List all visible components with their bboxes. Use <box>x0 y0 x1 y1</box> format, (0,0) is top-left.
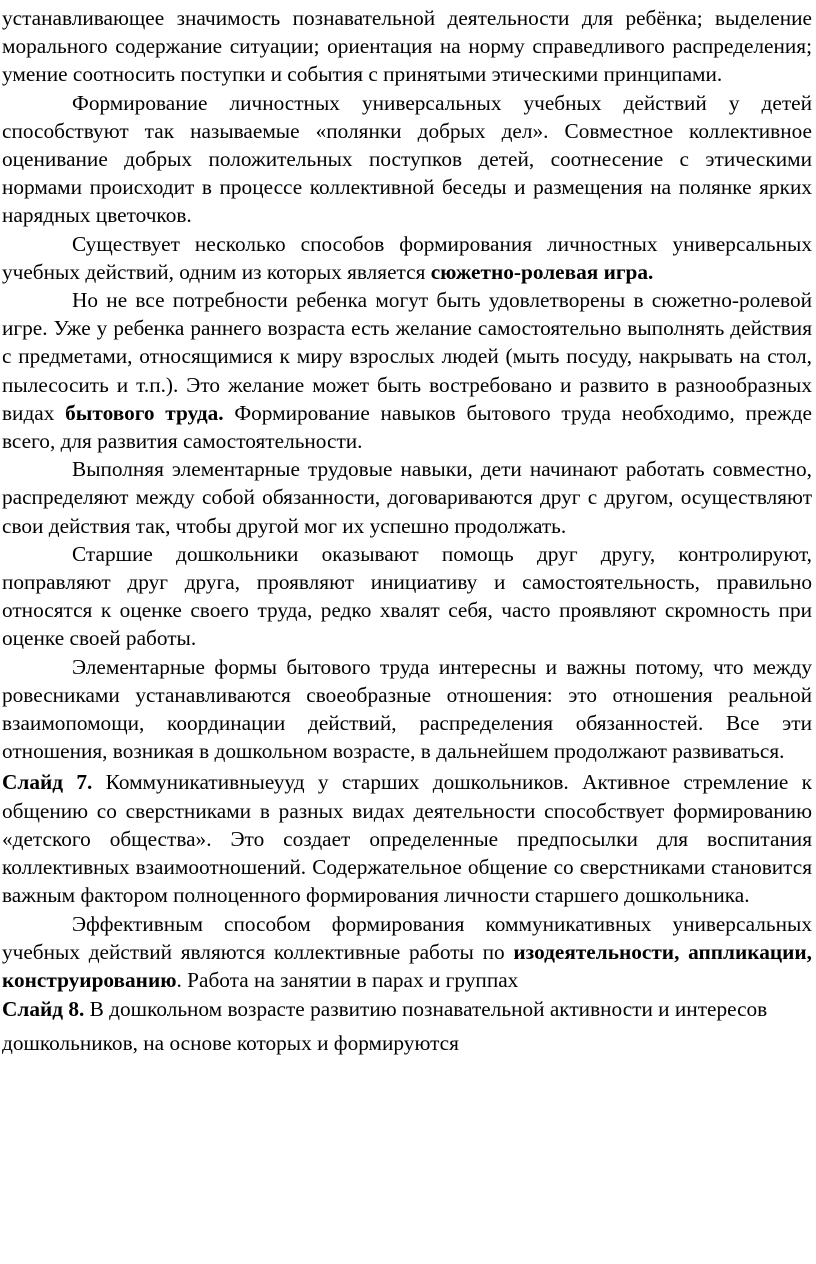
paragraph-text: Формирование личностных универсальных учебных действий у детей способствуют так называемые «полянки добрых дел». Совместное коллективное оценивание добрых положительных поступков детей, соотнесение с этическими нормами происходит в процессе коллективной беседы и размещения на полянке ярких нарядных цветочков. <box>2 90 812 228</box>
paragraph-role-play <box>2 230 812 286</box>
paragraph-slide-8 <box>2 992 812 1060</box>
paragraph-text: Коммуникативныеууд у старших дошкольников. Активное стремление к общению со сверстниками в разных видах деятельности способствует формированию «детского общества». Это создает определенные предпосылки для воспитания коллективных взаимоотношений. Содержательное общение со сверстниками становится важным фактором полноценного формирования личности старшего дошкольника. <box>2 770 812 908</box>
paragraph-text: Выполняя элементарные трудовые навыки, дети начинают работать совместно, распределяют между собой обязанности, договариваются друг с другом, осуществляют свои действия так, чтобы другой мог их успешно продолжать. <box>2 457 812 538</box>
bold-term-household-labor: бытового труда. <box>65 400 224 425</box>
paragraph-collective-work <box>2 910 812 995</box>
paragraph-text: Формирование навыков бытового труда необходимо, прежде всего, для развития самостоятельности. <box>2 400 813 454</box>
paragraph-text: Существует несколько способов формирования личностных универсальных учебных действий, одним из которых является <box>2 231 812 284</box>
paragraph-household-labor <box>2 286 812 455</box>
paragraph-values-continuation <box>2 4 812 89</box>
paragraph-slide-7 <box>2 768 812 909</box>
bold-term-art-activities: изодеятельности, аппликации, конструированию <box>2 939 812 992</box>
slide-7-label: Слайд 7. <box>2 770 93 795</box>
paragraph-labor-skills <box>2 455 812 540</box>
paragraph-text: Старшие дошкольники оказывают помощь друг другу, контролируют, поправляют друг друга, проявляют инициативу и самостоятельность, правильно относятся к оценке своего труда, редко хвалят себя, часто проявляют скромность при оценке своей работы. <box>2 541 812 651</box>
paragraph-older-preschoolers <box>2 540 812 653</box>
paragraph-text: устанавливающее значимость познавательной деятельности для ребёнка; выделение морального содержание ситуации; ориентация на норму справедливого распределения; умение соотносить поступки и события с принятыми этическими принципами. <box>2 6 812 87</box>
paragraph-text: Элементарные формы бытового труда интересны и важны потому, что между ровесниками устанавливаются своеобразные отношения: это отношения реальной взаимопомощи, координации действий, распределения обязанностей. Все эти отношения, возникая в дошкольном возрасте, в дальнейшем продолжают развиваться. <box>2 654 812 764</box>
paragraph-text: Но не все потребности ребенка могут быть удовлетворены в сюжетно-ролевой игре. Уже у ребенка раннего возраста есть желание самостоятельно выполнять действия с предметами, относящимися к миру взрослых людей (мыть посуду, накрывать на стол, пылесосить и т.п.). Это желание может быть востребовано и развито в разнообразных видах <box>2 288 812 425</box>
paragraph-text: . Работа на занятии в парах и группах <box>176 967 519 992</box>
paragraph-text: Эффективным способом формирования коммуникативных универсальных учебных действий являются коллективные работы по <box>2 911 812 964</box>
bold-term-role-play: сюжетно-ролевая игра. <box>430 259 654 284</box>
paragraph-elementary-labor <box>2 653 812 766</box>
slide-8-label: Слайд 8. <box>2 997 85 1022</box>
paragraph-text: В дошкольном возрасте развитию познавательной активности и интересов дошкольников, на основе которых и формируются <box>2 997 768 1056</box>
paragraph-kind-deeds-meadow <box>2 89 812 230</box>
